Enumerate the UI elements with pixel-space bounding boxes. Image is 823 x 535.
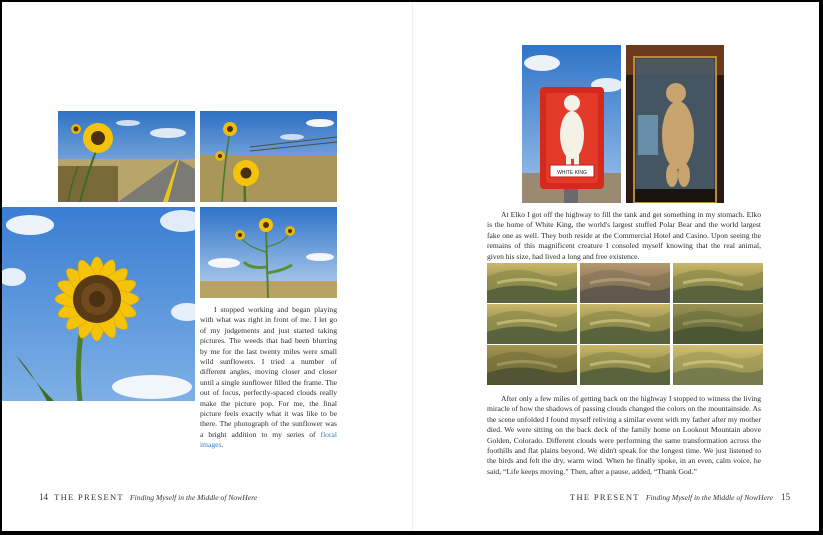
- book-spread: [2, 2, 819, 531]
- right-folio: [570, 492, 790, 502]
- mountain-shadows-photo-grid: [487, 263, 764, 386]
- section-title: THE PRESENT: [570, 492, 640, 502]
- page-gutter: [412, 2, 413, 531]
- roadside-sunflowers-photo: [200, 111, 337, 202]
- sunflower-paragraph-end: .: [221, 440, 224, 450]
- mountain-paragraph: After only a few miles of getting back on the highway I stopped to witness the living miracle of how the shadows of passing clouds changed the colors on the mountainside. As the scene unfolded I found myself reliving a similar event with my father after my mother died. We were sitting on the back deck of the family home on Lookout Mountain above Golden, Colorado. Different clouds were performing the same transformation across the foothills and flat plains beyond. We didn't speak for the longest time. We just listened to the birds and felt the dry, warm wind. When he finally spoke, in an even, calm voice, he said, “Life keeps moving.” Then, after a pause, added, “Thank God.”: [487, 394, 761, 476]
- elko-paragraph: At Elko I got off the highway to fill the tank and get something in my stomach. Elko is the home of White King, the world's largest stuffed Polar Bear and the world largest fake one as well. They both reside at the Commercial Hotel and Casino. Upon seeing the remains of this magnificent creature I consoled myself knowing that the real animal, given his size, had lived a long and free existence.: [487, 210, 761, 261]
- book-subtitle: Finding Myself in the Middle of NowHere: [645, 493, 774, 502]
- section-title: THE PRESENT: [54, 492, 124, 502]
- highway-sunflower-photo: [58, 111, 195, 202]
- floral-images-link[interactable]: floral images: [200, 429, 337, 450]
- sunflower-paragraph-text: I stopped working and began playing with what was right in front of me. I let go of my judgements and just started taking pictures. The weeds that had been blurring by me for the last twenty miles were small wild sunflowers. I tried a number of different angles, moving closer and closer until a single sunflower filled the frame. The out of focus, perfectly-spaced clouds really make the picture pop. For me, the final picture feels exactly what it was like to be there. The photograph of the sunflower was a bright addition to my series of: [200, 305, 337, 439]
- white-king-sign-photo: [522, 45, 621, 203]
- page-number: 15: [781, 492, 791, 502]
- stuffed-bear-display-photo: [626, 45, 724, 203]
- left-folio: [39, 492, 257, 502]
- closeup-sunflower-photo: [2, 207, 195, 401]
- tall-sunflowers-photo: [200, 207, 337, 298]
- book-subtitle: Finding Myself in the Middle of NowHere: [130, 493, 258, 502]
- sunflower-paragraph: [200, 305, 337, 451]
- white-king-sign-text: WHITE KING: [557, 170, 587, 176]
- page-number: 14: [39, 492, 48, 502]
